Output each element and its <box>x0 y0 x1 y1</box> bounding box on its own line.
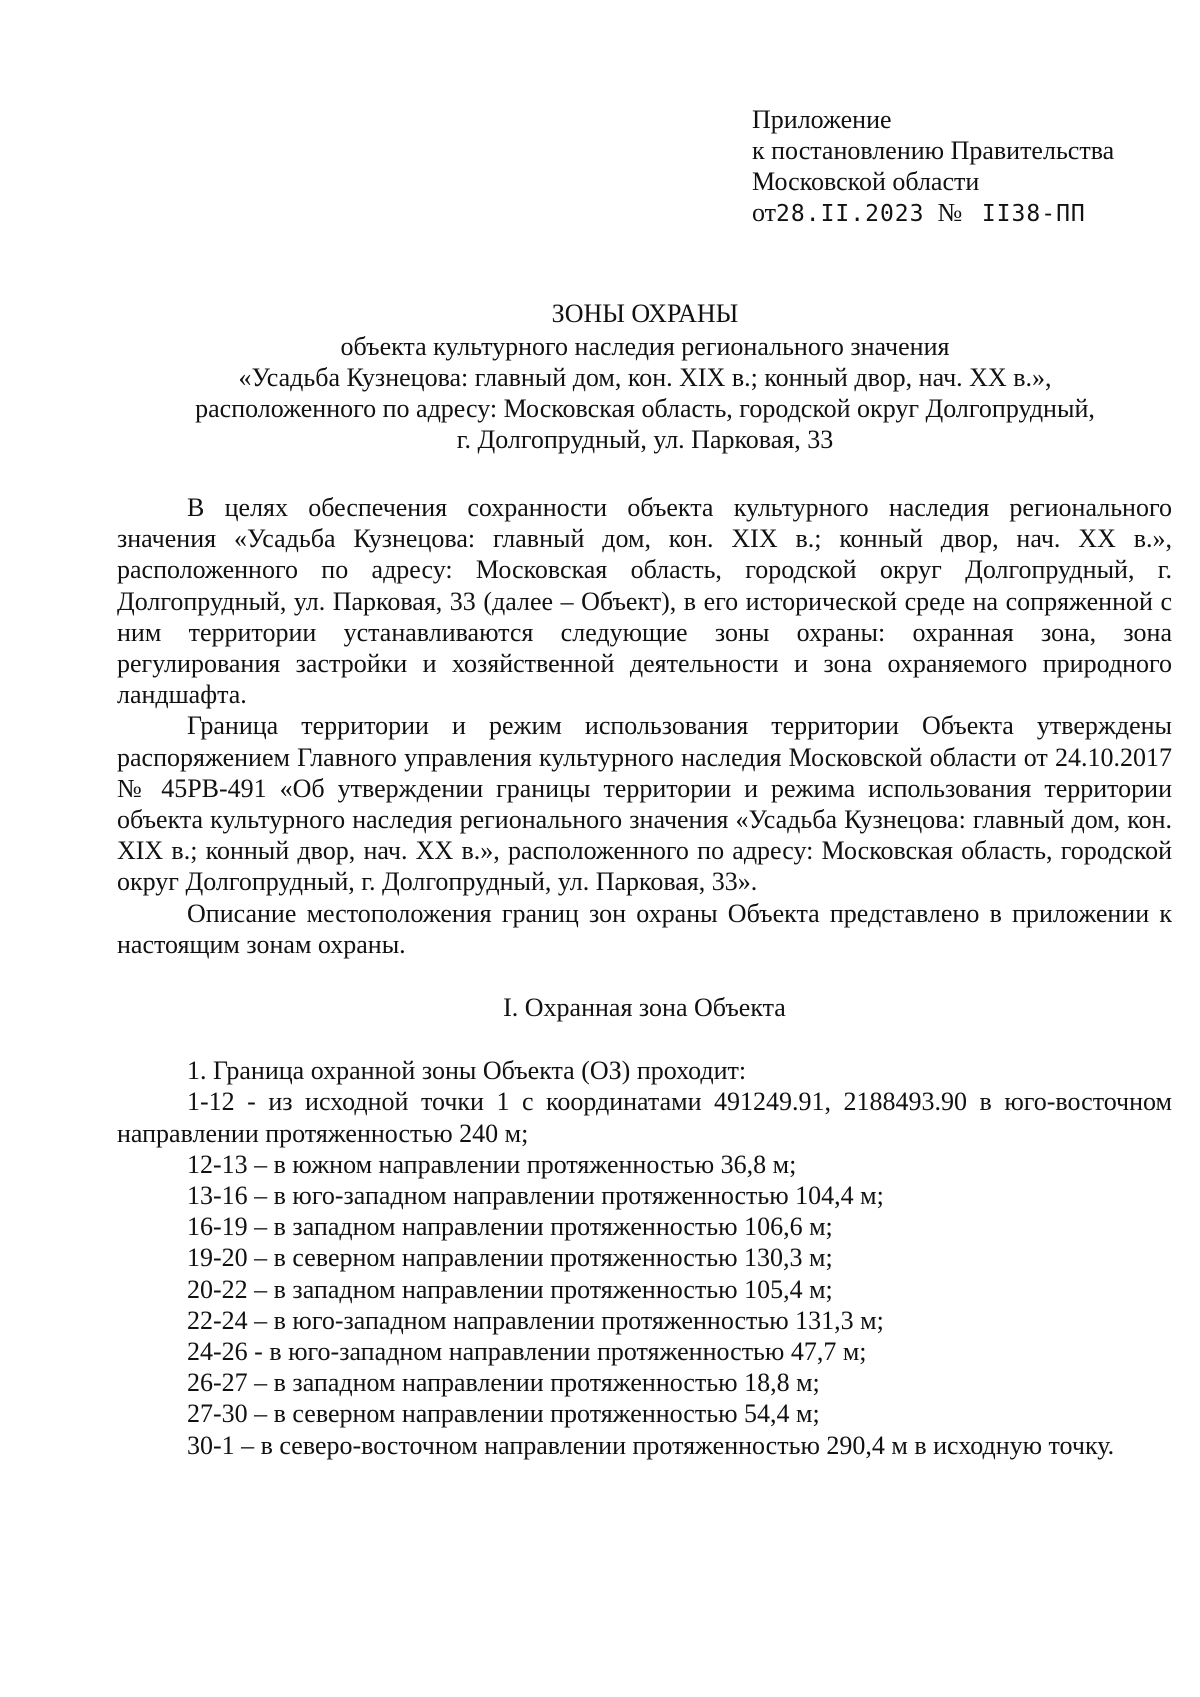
document-body <box>117 492 1172 1461</box>
title-main: ЗОНЫ ОХРАНЫ <box>551 299 739 328</box>
appendix-label: Приложение <box>752 105 892 134</box>
document-title <box>120 298 1170 455</box>
boundary-segment: 13-16 – в юго-западном направлении протяженностью 104,4 м; <box>187 1181 884 1211</box>
appendix-number-sign: № <box>937 198 963 227</box>
paragraph-description: Описание местоположения границ зон охраны Объекта представлено в приложении к настоящим зонам охраны. <box>117 898 1172 959</box>
boundary-segment: 30-1 – в северо-восточном направлении протяженностью 290,4 м в исходную точку. <box>187 1430 1115 1460</box>
title-line-4: г. Долгопрудный, ул. Парковая, 33 <box>456 425 834 454</box>
boundary-segment: 22-24 – в юго-западном направлении протяженностью 131,3 м; <box>187 1305 884 1335</box>
paragraph-boundary: Граница территории и режим использования территории Объекта утверждены распоряжением Главного управления культурного наследия Московской области от 24.10.2017 № 45РВ-491 «Об утверждении границы территории и режима использования территории объекта культурного наследия регионального значения «Усадьба Кузнецова: главный дом, кон. XIX в.; конный двор, нач. XX в.», расположенного по адресу: Московская область, городской округ Долгопрудный, г. Долгопрудный, ул. Парковая, 33». <box>117 711 1172 897</box>
appendix-number: II38-ПП <box>981 201 1086 227</box>
boundary-segment: 20-22 – в западном направлении протяженностью 105,4 м; <box>187 1274 833 1304</box>
boundary-segment: 19-20 – в северном направлении протяженностью 130,3 м; <box>187 1243 833 1273</box>
boundary-segment: 12-13 – в южном направлении протяженностью 36,8 м; <box>187 1149 797 1179</box>
boundary-segment: 24-26 - в юго-западном направлении протяженностью 47,7 м; <box>187 1337 867 1367</box>
appendix-decree: к постановлению Правительства <box>752 136 1115 165</box>
appendix-date-prefix: от <box>752 198 777 227</box>
boundary-segment: 1-12 - из исходной точки 1 с координатами 491249.91, 2188493.90 в юго-восточном направлении протяженностью 240 м; <box>117 1087 1172 1148</box>
section-title: I. Охранная зона Объекта <box>503 993 786 1023</box>
section-intro: 1. Граница охранной зоны Объекта (ОЗ) проходит: <box>187 1056 747 1086</box>
appendix-header <box>752 104 1114 230</box>
appendix-date: 28.II.2023 <box>776 201 925 227</box>
boundary-segment: 26-27 – в западном направлении протяженностью 18,8 м; <box>187 1368 820 1398</box>
boundary-segment: 16-19 – в западном направлении протяженностью 106,6 м; <box>187 1212 833 1242</box>
title-line-2: «Усадьба Кузнецова: главный дом, кон. XIX в.; конный двор, нач. XX в.», <box>238 363 1052 392</box>
appendix-date-line <box>752 197 1114 230</box>
appendix-region: Московской области <box>752 167 980 196</box>
paragraph-purpose: В целях обеспечения сохранности объекта культурного наследия регионального значения «Усадьба Кузнецова: главный дом, кон. XIX в.; конный двор, нач. XX в.», расположенного по адресу: Московская область, городской округ Долгопрудный, г. Долгопрудный, ул. Парковая, 33 (далее – Объект), в его исторической среде на сопряженной с ним территории устанавливаются следующие зоны охраны: охранная зона, зона регулирования застройки и хозяйственной деятельности и зона охраняемого природного ландшафта. <box>117 493 1172 710</box>
boundary-segment: 27-30 – в северном направлении протяженностью 54,4 м; <box>187 1399 820 1429</box>
title-line-3: расположенного по адресу: Московская область, городской округ Долгопрудный, <box>195 394 1095 423</box>
title-line-1: объекта культурного наследия регионального значения <box>340 332 950 361</box>
